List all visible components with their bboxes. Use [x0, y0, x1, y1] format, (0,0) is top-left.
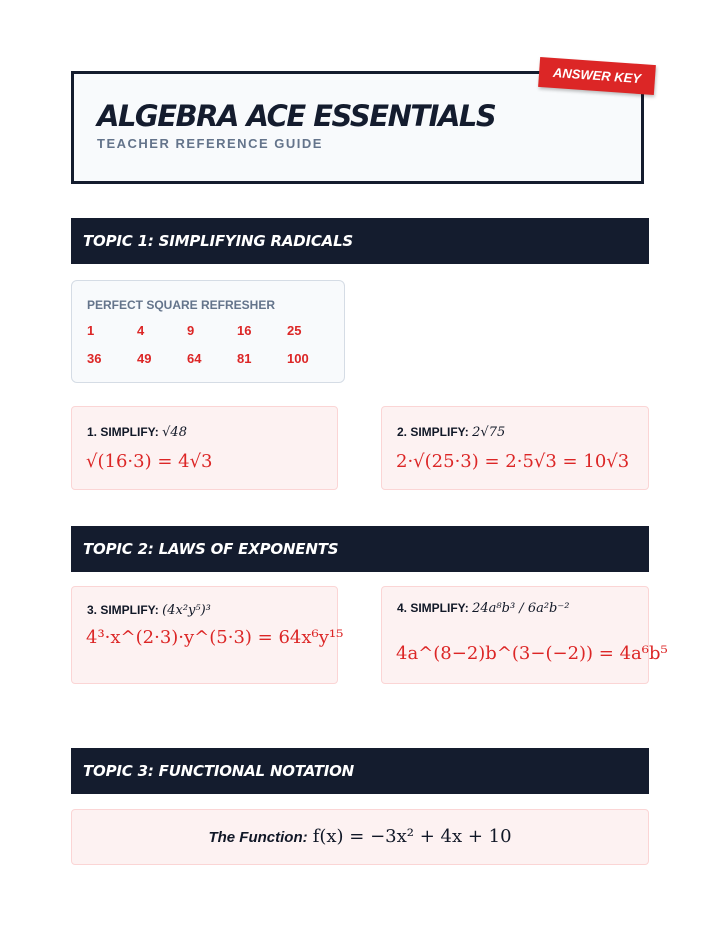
problem-4-answer: 4a^(8−2)b^(3−(−2)) = 4a⁶b⁵ — [396, 643, 668, 664]
problem-1-question — [87, 425, 187, 440]
problem-3-question — [87, 603, 211, 618]
problem-card-4 — [381, 586, 668, 684]
problem-label: 1. SIMPLIFY: — [87, 425, 159, 439]
problem-label: 3. SIMPLIFY: — [87, 603, 159, 617]
page-subtitle: TEACHER REFERENCE GUIDE — [97, 136, 323, 151]
perfect-square: 64 — [187, 351, 202, 366]
problem-card-3 — [71, 586, 344, 684]
perfect-square: 25 — [287, 323, 302, 338]
perfect-square: 1 — [87, 323, 95, 338]
problem-label: 2. SIMPLIFY: — [397, 425, 469, 439]
problem-3-answer: 4³·x^(2·3)·y^(5·3) = 64x⁶y¹⁵ — [86, 627, 344, 648]
problem-label: 4. SIMPLIFY: — [397, 601, 469, 615]
perfect-square: 100 — [287, 351, 309, 366]
page-title: ALGEBRA ACE ESSENTIALS — [97, 99, 496, 133]
perfect-square: 81 — [237, 351, 252, 366]
answer-key-badge: ANSWER KEY — [538, 57, 656, 95]
problem-1-expression: √48 — [162, 425, 187, 440]
function-expression: f(x) = −3x² + 4x + 10 — [312, 826, 512, 847]
topic-3-header: TOPIC 3: FUNCTIONAL NOTATION — [71, 748, 649, 794]
topic-2-header: TOPIC 2: LAWS OF EXPONENTS — [71, 526, 649, 572]
problem-2-answer: 2·√(25·3) = 2·5√3 = 10√3 — [396, 451, 630, 472]
perfect-square: 36 — [87, 351, 102, 366]
perfect-square-refresher — [71, 280, 345, 383]
problem-2-expression: 2√75 — [472, 425, 506, 440]
problem-3-expression: (4x²y⁵)³ — [162, 603, 211, 618]
problem-4-expression: 24a⁸b³ / 6a²b⁻² — [472, 601, 570, 616]
perfect-square: 4 — [137, 323, 145, 338]
function-label: The Function: — [208, 829, 308, 846]
refresher-title: PERFECT SQUARE REFRESHER — [87, 298, 276, 312]
perfect-square: 49 — [137, 351, 152, 366]
perfect-square: 16 — [237, 323, 252, 338]
problem-4-question — [397, 601, 569, 616]
function-card — [71, 809, 649, 865]
problem-card-2 — [381, 406, 649, 490]
problem-2-question — [397, 425, 505, 440]
topic-1-header: TOPIC 1: SIMPLIFYING RADICALS — [71, 218, 649, 264]
perfect-square: 9 — [187, 323, 195, 338]
problem-card-1 — [71, 406, 338, 490]
problem-1-answer: √(16·3) = 4√3 — [86, 451, 213, 472]
